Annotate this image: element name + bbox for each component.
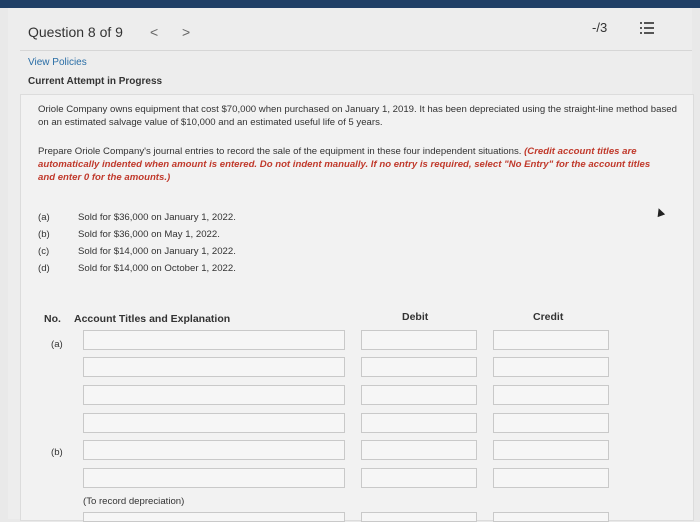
credit-input[interactable] <box>493 413 609 433</box>
problem-intro: Oriole Company owns equipment that cost $70,000 when purchased on January 1, 2019. It has been depreciated using the straight-line method based on an estimated salvage value of $10,000 and an estimated useful life of 5 years. <box>38 104 677 128</box>
debit-input[interactable] <box>361 468 477 488</box>
situation-letter: (d) <box>38 263 50 274</box>
column-header-account: Account Titles and Explanation <box>74 313 231 325</box>
credit-input[interactable] <box>493 357 609 377</box>
debit-input[interactable] <box>361 413 477 433</box>
question-counter: Question 8 of 9 <box>28 24 123 40</box>
list-item <box>38 262 236 276</box>
situation-text: Sold for $36,000 on May 1, 2022. <box>78 229 220 240</box>
credit-input[interactable] <box>493 440 609 460</box>
credit-input[interactable] <box>493 330 609 350</box>
column-header-credit: Credit <box>533 311 564 323</box>
entry-label-a: (a) <box>51 339 63 350</box>
situation-letter: (c) <box>38 246 50 257</box>
debit-input[interactable] <box>361 440 477 460</box>
debit-input[interactable] <box>361 512 477 522</box>
next-question-button[interactable]: > <box>182 24 191 40</box>
view-policies-link[interactable]: View Policies <box>28 57 87 68</box>
account-title-input[interactable] <box>83 440 345 460</box>
debit-input[interactable] <box>361 385 477 405</box>
question-card <box>20 94 694 521</box>
credit-input[interactable] <box>493 385 609 405</box>
question-list-icon[interactable] <box>640 20 654 34</box>
list-item <box>38 211 236 225</box>
previous-question-button[interactable]: < <box>150 24 159 40</box>
entry-label-b: (b) <box>51 447 63 458</box>
account-title-input[interactable] <box>83 357 345 377</box>
situations-list <box>38 211 236 279</box>
column-header-no: No. <box>44 313 61 325</box>
account-title-input[interactable] <box>83 330 345 350</box>
account-title-input[interactable] <box>83 385 345 405</box>
situation-text: Sold for $14,000 on October 1, 2022. <box>78 263 236 274</box>
situation-text: Sold for $36,000 on January 1, 2022. <box>78 212 236 223</box>
attempt-status: Current Attempt in Progress <box>28 76 163 87</box>
situation-letter: (b) <box>38 229 50 240</box>
situation-letter: (a) <box>38 212 50 223</box>
column-header-debit: Debit <box>402 311 429 323</box>
situation-text: Sold for $14,000 on January 1, 2022. <box>78 246 236 257</box>
instruction-note: (Credit account titles are automatically indented when amount is entered. Do not indent manually. If no entry is required, select "No Entry" for the account titles and enter 0 for the amounts.) <box>38 146 651 183</box>
header-divider <box>20 50 692 51</box>
score-display: -/3 <box>592 20 608 35</box>
list-item <box>38 245 236 259</box>
credit-input[interactable] <box>493 512 609 522</box>
top-bar <box>0 0 700 8</box>
account-title-input[interactable] <box>83 512 345 522</box>
question-page <box>8 8 692 519</box>
list-item <box>38 228 236 242</box>
instruction-text: Prepare Oriole Company's journal entries to record the sale of the equipment in these four independent situations. <box>38 146 522 157</box>
account-title-input[interactable] <box>83 413 345 433</box>
credit-input[interactable] <box>493 468 609 488</box>
account-title-input[interactable] <box>83 468 345 488</box>
debit-input[interactable] <box>361 357 477 377</box>
debit-input[interactable] <box>361 330 477 350</box>
problem-instruction <box>38 145 658 184</box>
depreciation-note: (To record depreciation) <box>83 496 185 507</box>
